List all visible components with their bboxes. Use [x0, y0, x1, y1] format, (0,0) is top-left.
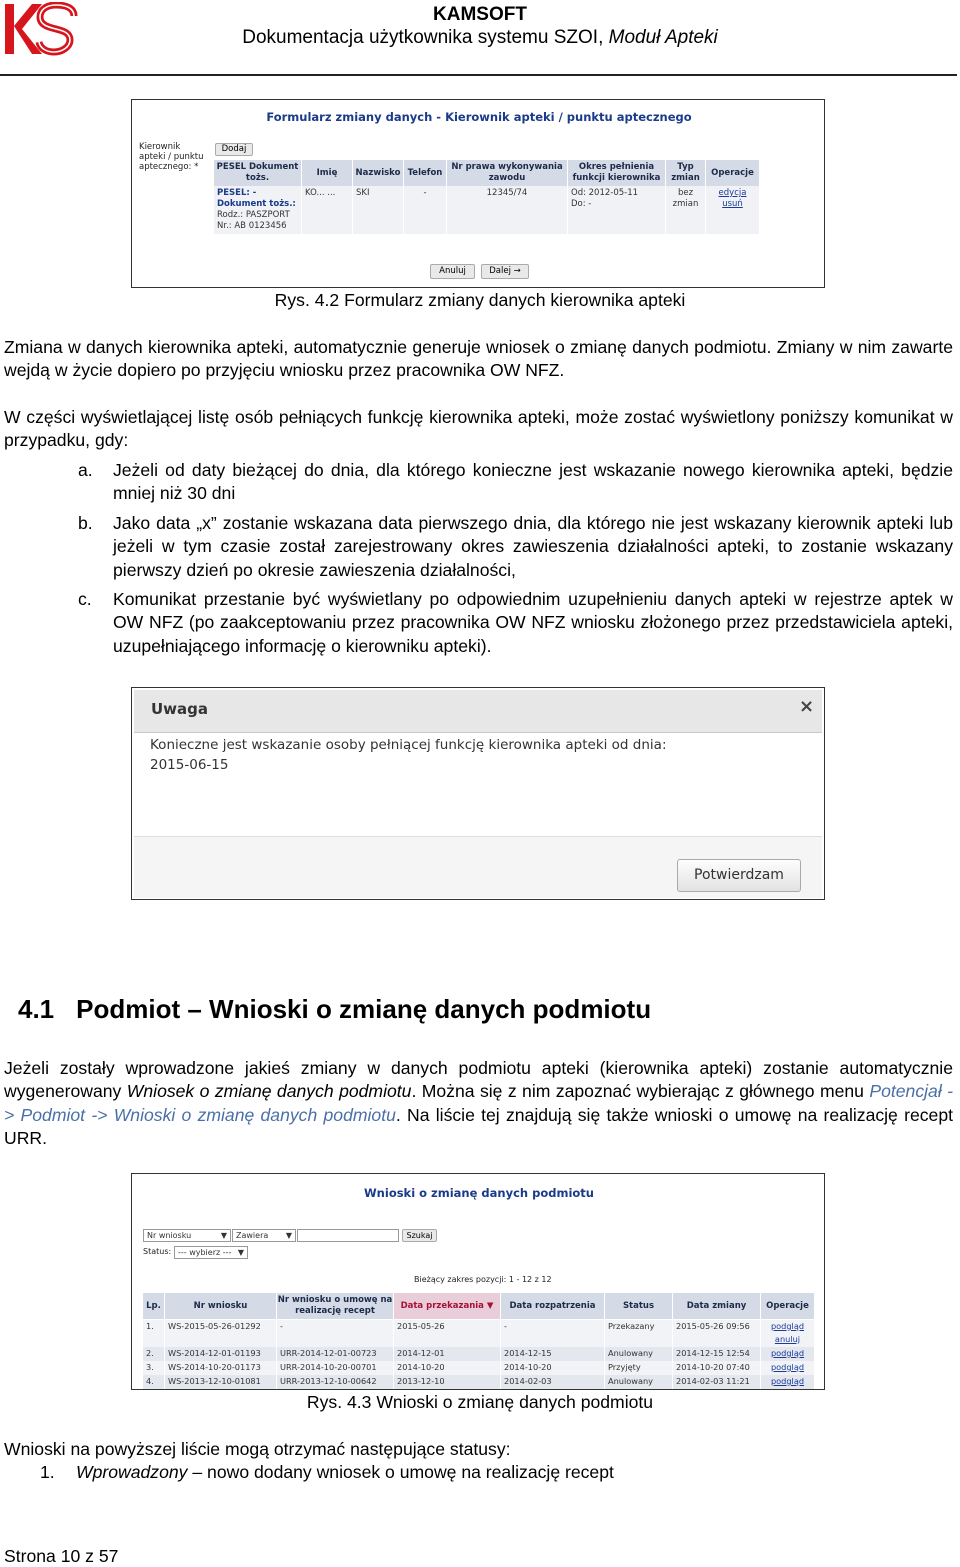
paragraph-1: Zmiana w danych kierownika apteki, automatycznie generuje wniosek o zmianę danych podmiotu. Zmiany w nim zawarte wejdą w życie dopiero po przyjęciu wniosku przez pracownika OW NFZ.	[4, 337, 953, 381]
cell-operacje	[706, 186, 760, 234]
confirm-button[interactable]: Potwierdzam	[677, 859, 801, 892]
dialog-date: 2015-06-15	[150, 757, 229, 773]
col-pesel: PESEL Dokument tożs.	[214, 160, 302, 186]
cell-nazwisko: SKI	[353, 186, 404, 234]
cell-typ: bez zmian	[666, 186, 706, 234]
cell-nr-prawa: 12345/74	[447, 186, 568, 234]
edit-link[interactable]: edycja	[718, 188, 747, 198]
table-cell-zmiana: 2015-05-26 09:56	[673, 1320, 761, 1347]
paragraph-4: Wnioski na powyższej liście mogą otrzymać następujące statusy:	[4, 1439, 511, 1459]
table-cell-status: Przekazany	[605, 1320, 673, 1347]
manager-field-label: Kierownik apteki / punktu aptecznego: *	[139, 142, 204, 172]
dialog-message: Konieczne jest wskazanie osoby pełniącej funkcję kierownika apteki od dnia:	[150, 737, 667, 753]
cancel-request-link[interactable]: anuluj	[774, 1334, 801, 1344]
filter-operator-select[interactable]: Zawiera ▼	[232, 1229, 296, 1242]
col-typ: Typ zmian	[666, 160, 706, 186]
figure-requests-list	[131, 1173, 825, 1390]
cell-imie: KO... ...	[302, 186, 353, 234]
table-cell-operations	[761, 1361, 815, 1375]
list-item-c: Komunikat przestanie być wyświetlany po odpowiednim uzupełnieniu danych apteki w rejestrze aptek w OW NFZ (po zaakceptowaniu przez pracownika OW NFZ wniosku złożonego przez przedstawiciela apteki, uzupełniającego informację o kierowniku apteki).	[113, 589, 953, 656]
table-cell-operations	[761, 1347, 815, 1361]
add-button[interactable]: Dodaj	[215, 143, 253, 156]
list-item-b: Jako data „x” zostanie wskazana data pierwszego dnia, dla którego nie jest wskazany kierownik apteki lub jeżeli w tym czasie został zarejestrowany okres zawieszenia działalności apteki, to zostanie wskazany pierwszy dzień po okresie zawieszenia działalności,	[113, 513, 953, 580]
preview-link[interactable]: podgląd	[770, 1362, 805, 1372]
dialog-header	[134, 690, 822, 733]
table-cell-status: Anulowany	[605, 1347, 673, 1361]
col-telefon: Telefon	[404, 160, 447, 186]
warning-dialog	[131, 687, 825, 900]
table-cell-lp: 2.	[143, 1347, 165, 1361]
table-cell-operations	[761, 1375, 815, 1389]
table-cell-nr: WS-2014-12-01-01193	[165, 1347, 277, 1361]
paragraph-2: W części wyświetlającej listę osób pełniących funkcję kierownika apteki, może zostać wyświetlony poniższy komunikat w przypadku, gdy:	[4, 407, 953, 451]
preview-link[interactable]: podgląd	[770, 1376, 805, 1386]
form-title: Formularz zmiany danych - Kierownik apteki / punktu aptecznego	[266, 110, 692, 124]
filter-value-input[interactable]	[297, 1229, 399, 1242]
col-nazwisko: Nazwisko	[353, 160, 404, 186]
header-company: KAMSOFT	[433, 4, 527, 25]
search-button[interactable]: Szukaj	[402, 1229, 437, 1242]
page-number: Strona 10 z 57	[4, 1546, 119, 1566]
col-nr-wniosku: Nr wniosku	[165, 1293, 277, 1319]
status-select[interactable]: --- wybierz --- ▼	[174, 1246, 248, 1259]
table-cell-zmiana: 2014-10-20 07:40	[673, 1361, 761, 1375]
col-operacje: Operacje	[706, 160, 760, 186]
status-list-marker: 1.	[40, 1462, 55, 1482]
table-cell-lp: 3.	[143, 1361, 165, 1375]
table-cell-rozp: 2014-10-20	[501, 1361, 605, 1375]
table-cell-operations	[761, 1320, 815, 1347]
cell-okres: Od: 2012-05-11 Do: -	[568, 186, 666, 234]
table-cell-umowa: URR-2014-12-01-00723	[277, 1347, 394, 1361]
next-button[interactable]: Dalej →	[481, 264, 529, 279]
preview-link[interactable]: podgląd	[770, 1321, 805, 1331]
table-cell-lp: 1.	[143, 1320, 165, 1347]
col-data-zmiany: Data zmiany	[673, 1293, 761, 1319]
table-cell-rozp: -	[501, 1320, 605, 1347]
table-cell-status: Przyjęty	[605, 1361, 673, 1375]
list-marker-c: c.	[78, 589, 92, 609]
list-marker-a: a.	[78, 460, 93, 480]
list-title: Wnioski o zmianę danych podmiotu	[364, 1186, 594, 1200]
col-operacje: Operacje	[761, 1293, 815, 1319]
table-cell-przek: 2014-12-01	[394, 1347, 501, 1361]
col-status: Status	[605, 1293, 673, 1319]
table-cell-zmiana: 2014-12-15 12:54	[673, 1347, 761, 1361]
table-cell-przek: 2013-12-10	[394, 1375, 501, 1389]
table-cell-rozp: 2014-12-15	[501, 1347, 605, 1361]
header-divider	[0, 74, 957, 76]
paragraph-3: Jeżeli zostały wprowadzone jakieś zmiany w danych podmiotu apteki (kierownika apteki) zostanie automatycznie wygenerowany Wniosek o zmianę danych podmiotu. Można się z nim zapoznać wybierając z głównego menu Potencjał -> Podmiot -> Wnioski o zmianę danych podmiotu. Na liście tej znajdują się także wnioski o umowę na realizację recept URR.	[4, 1058, 953, 1148]
table-cell-lp: 4.	[143, 1375, 165, 1389]
table-cell-umowa: URR-2014-10-20-00701	[277, 1361, 394, 1375]
header-subtitle: Dokumentacja użytkownika systemu SZOI, Moduł Apteki	[242, 27, 718, 48]
col-okres: Okres pełnienia funkcji kierownika	[568, 160, 666, 186]
col-nr-prawa: Nr prawa wykonywania zawodu	[447, 160, 568, 186]
table-cell-zmiana: 2014-02-03 11:21	[673, 1375, 761, 1389]
col-data-przekazania[interactable]: Data przekazania ▼	[394, 1293, 501, 1319]
col-nr-umowy: Nr wniosku o umowę na realizację recept	[277, 1293, 394, 1319]
col-data-rozpatrzenia: Data rozpatrzenia	[501, 1293, 605, 1319]
cell-pesel: PESEL: - Dokument tożs.: Rodz.: PASZPORT Nr.: AB 0123456	[214, 186, 302, 234]
table-cell-nr: WS-2013-12-10-01081	[165, 1375, 277, 1389]
table-cell-przek: 2015-05-26	[394, 1320, 501, 1347]
cancel-button[interactable]: Anuluj	[430, 264, 475, 279]
range-info: Bieżący zakres pozycji: 1 - 12 z 12	[414, 1275, 552, 1284]
figure-manager-form	[131, 99, 825, 288]
sort-desc-icon: ▼	[486, 1300, 494, 1311]
cell-telefon: -	[404, 186, 447, 234]
dialog-title: Uwaga	[151, 700, 209, 718]
table-cell-przek: 2014-10-20	[394, 1361, 501, 1375]
col-lp: Lp.	[143, 1293, 165, 1319]
table-cell-status: Anulowany	[605, 1375, 673, 1389]
col-imie: Imię	[302, 160, 353, 186]
filter-field-select[interactable]: Nr wniosku ▼	[143, 1229, 231, 1242]
status-list-item: Wprowadzony – nowo dodany wniosek o umowę na realizację recept	[76, 1462, 614, 1482]
preview-link[interactable]: podgląd	[770, 1348, 805, 1358]
list-marker-b: b.	[78, 513, 93, 533]
figure1-caption: Rys. 4.2 Formularz zmiany danych kierownika apteki	[274, 290, 686, 310]
close-icon[interactable]: ×	[799, 696, 815, 717]
table-cell-nr: WS-2014-10-20-01173	[165, 1361, 277, 1375]
delete-link[interactable]: usuń	[722, 199, 743, 209]
table-cell-umowa: URR-2013-12-10-00642	[277, 1375, 394, 1389]
table-cell-rozp: 2014-02-03	[501, 1375, 605, 1389]
status-label: Status:	[143, 1247, 172, 1256]
table-cell-umowa: -	[277, 1320, 394, 1347]
section-heading: 4.1 Podmiot – Wnioski o zmianę danych podmiotu	[18, 994, 652, 1024]
figure3-caption: Rys. 4.3 Wnioski o zmianę danych podmiotu	[306, 1392, 654, 1412]
table-cell-nr: WS-2015-05-26-01292	[165, 1320, 277, 1347]
list-item-a: Jeżeli od daty bieżącej do dnia, dla którego konieczne jest wskazanie nowego kierownika apteki, będzie mniej niż 30 dni	[113, 460, 953, 504]
menu-path: Potencjał -> Podmiot -> Wnioski o zmianę danych podmiotu	[4, 1081, 953, 1125]
